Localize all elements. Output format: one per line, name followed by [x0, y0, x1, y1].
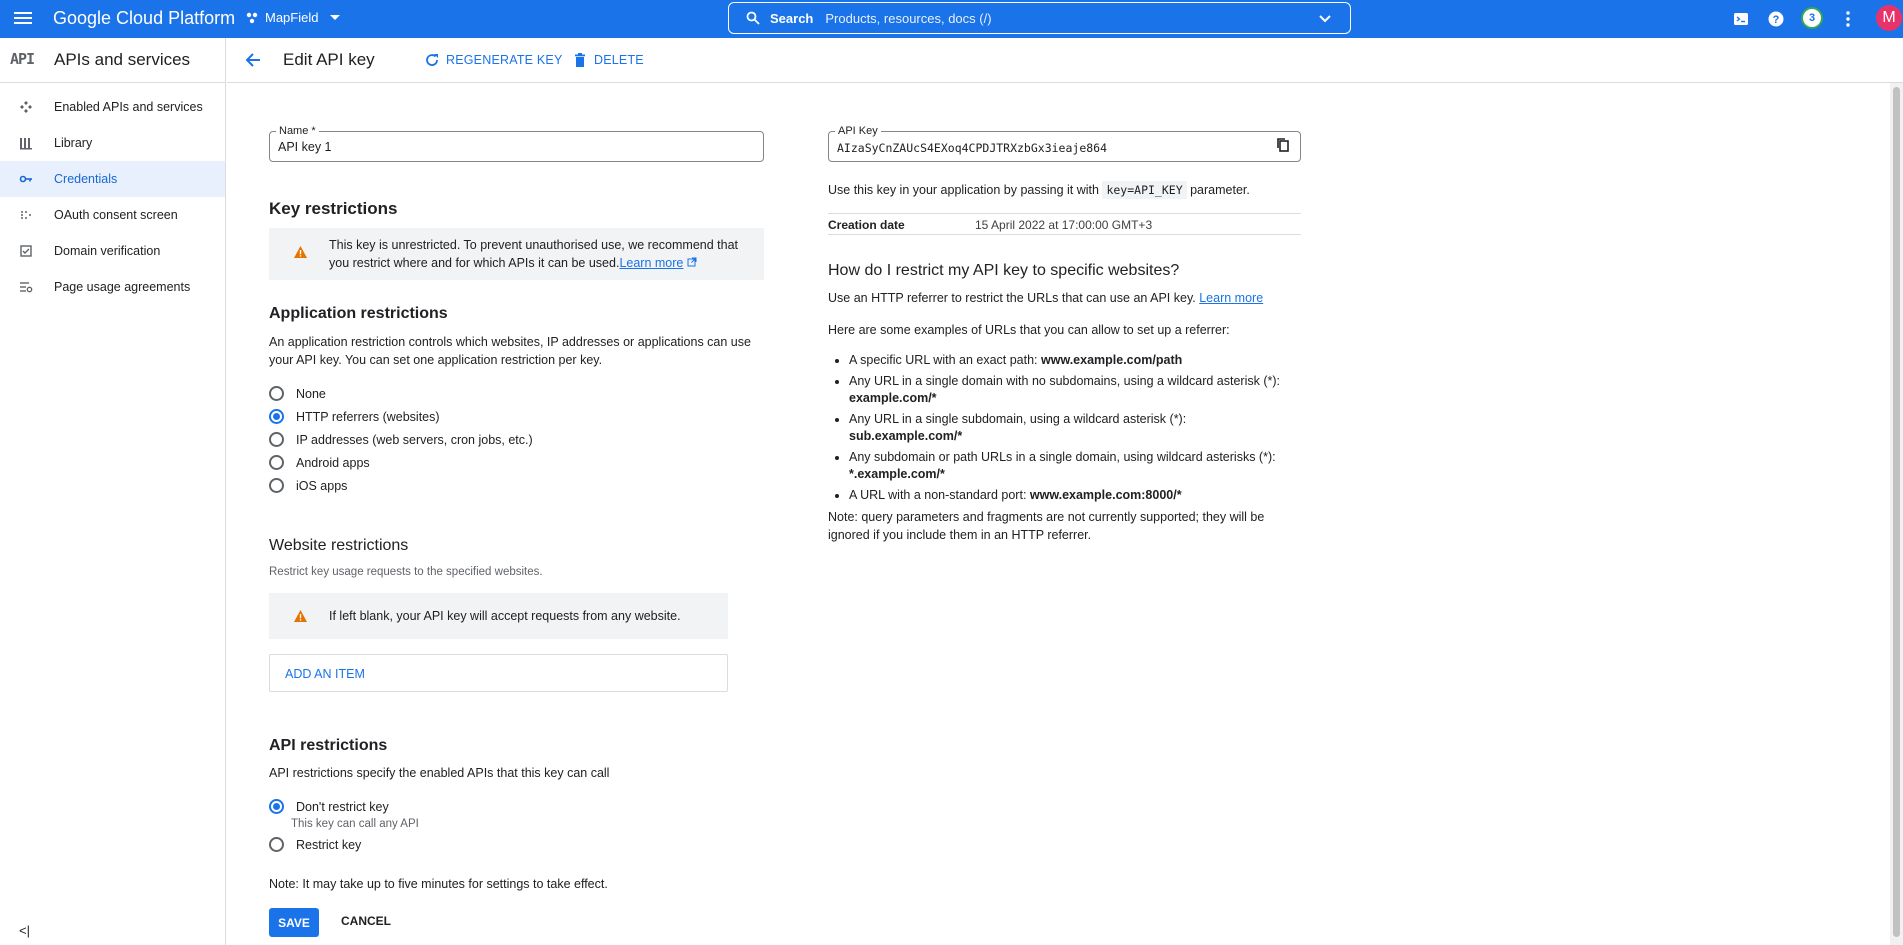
project-name: MapField: [265, 10, 319, 25]
learn-more-link[interactable]: Learn more: [619, 256, 684, 270]
radio-ip-addresses[interactable]: [269, 432, 533, 447]
svg-text:?: ?: [1772, 14, 1780, 26]
examples-note: Note: query parameters and fragments are not currently supported; they will be ignored if you include them in an HTTP referrer.: [828, 510, 1265, 542]
delete-button[interactable]: [572, 52, 644, 68]
scrollbar-thumb[interactable]: [1893, 87, 1900, 937]
radio-label: Restrict key: [296, 837, 362, 852]
radio-button[interactable]: [269, 455, 284, 470]
help-icon[interactable]: [1766, 9, 1786, 29]
chevron-down-icon: [330, 15, 340, 20]
library-icon: [19, 136, 33, 150]
collapse-sidebar-icon[interactable]: <|: [19, 923, 30, 938]
example-text: Any subdomain or path URLs in a single domain, using wildcard asterisks (*):: [849, 450, 1276, 464]
radio-label: None: [296, 386, 326, 401]
page-header: [227, 38, 1903, 83]
creation-date-value: 15 April 2022 at 17:00:00 GMT+3: [975, 218, 1153, 232]
delete-label: DELETE: [594, 53, 644, 67]
chevron-down-icon[interactable]: [1318, 12, 1332, 26]
api-restrictions-description: API restrictions specify the enabled APIs that this key can call: [269, 766, 610, 780]
examples-intro: Here are some examples of URLs that you can allow to set up a referrer:: [828, 323, 1230, 337]
list-item: [849, 449, 1289, 483]
name-field-value[interactable]: API key 1: [278, 140, 332, 154]
example-text: Any URL in a single subdomain, using a wildcard asterisk (*):: [849, 412, 1187, 426]
sidebar: [0, 38, 226, 945]
sidebar-item-domain-verification[interactable]: [0, 233, 225, 269]
settings-note: Note: It may take up to five minutes for settings to take effect.: [269, 877, 608, 891]
add-item-label: ADD AN ITEM: [285, 667, 365, 681]
application-restrictions-heading: Application restrictions: [269, 305, 448, 322]
application-restrictions-description: An application restriction controls which websites, IP addresses or applications can use your API key. You can set one application restriction per key.: [269, 335, 751, 367]
api-restrictions-heading: API restrictions: [269, 737, 388, 754]
key-usage-suffix: parameter.: [1190, 183, 1250, 197]
key-icon: [19, 172, 33, 186]
sidebar-item-enabled-apis[interactable]: [0, 89, 225, 125]
help-heading: How do I restrict my API key to specific websites?: [828, 262, 1180, 279]
sidebar-header: [0, 38, 226, 83]
sidebar-item-library[interactable]: [0, 125, 225, 161]
refresh-icon: [424, 52, 440, 68]
page-title: Edit API key: [283, 50, 375, 69]
radio-dont-restrict-key[interactable]: [269, 799, 389, 814]
blank-warning-box: [269, 593, 728, 639]
search-placeholder: Products, resources, docs (/): [825, 10, 992, 26]
help-learn-more-link[interactable]: Learn more: [1199, 291, 1264, 305]
example-url: www.example.com/path: [1041, 353, 1183, 367]
sidebar-title: APIs and services: [54, 50, 191, 69]
save-button[interactable]: SAVE: [269, 908, 319, 937]
notifications-badge[interactable]: 3: [1801, 7, 1823, 29]
search-label: Search: [770, 10, 814, 26]
help-intro: [828, 289, 1263, 307]
search-icon: [746, 11, 760, 25]
list-item: [849, 411, 1289, 445]
add-item-button[interactable]: [269, 654, 728, 692]
search-bar[interactable]: [728, 2, 1351, 34]
copy-icon[interactable]: [1275, 137, 1291, 153]
examples-list: [849, 352, 1289, 508]
sidebar-item-label: Page usage agreements: [54, 280, 191, 294]
creation-date-row: [828, 213, 1301, 235]
radio-button[interactable]: [269, 837, 284, 852]
sidebar-item-page-usage[interactable]: [0, 269, 225, 305]
api-key-label: API Key: [835, 125, 881, 137]
trash-icon: [572, 52, 588, 68]
help-intro-text: Use an HTTP referrer to restrict the URLs that can use an API key.: [828, 291, 1196, 305]
radio-button-selected[interactable]: [269, 409, 284, 424]
radio-none[interactable]: [269, 386, 326, 401]
example-text: A URL with a non-standard port:: [849, 488, 1030, 502]
avatar[interactable]: M: [1876, 5, 1902, 31]
regenerate-key-label: REGENERATE KEY: [446, 53, 563, 67]
sidebar-item-label: OAuth consent screen: [54, 208, 178, 222]
menu-icon[interactable]: [14, 9, 36, 29]
creation-date-label: Creation date: [828, 218, 905, 232]
cancel-button[interactable]: CANCEL: [341, 914, 391, 928]
product-title[interactable]: Google Cloud Platform: [53, 8, 236, 28]
sidebar-item-label: Enabled APIs and services: [54, 100, 203, 114]
name-field-label: Name *: [276, 125, 319, 137]
key-usage-code: key=API_KEY: [1102, 181, 1186, 199]
example-url: www.example.com:8000/*: [1029, 488, 1182, 502]
list-item: [849, 487, 1289, 504]
radio-button-selected[interactable]: [269, 799, 284, 814]
name-field[interactable]: [269, 125, 764, 162]
radio-label: HTTP referrers (websites): [296, 409, 440, 424]
radio-button[interactable]: [269, 432, 284, 447]
radio-button[interactable]: [269, 478, 284, 493]
radio-ios-apps[interactable]: [269, 478, 347, 493]
radio-sublabel: This key can call any API: [291, 818, 419, 830]
website-restrictions-description: Restrict key usage requests to the specified websites.: [269, 566, 543, 578]
unrestricted-warning-message: This key is unrestricted. To prevent unauthorised use, we recommend that you restrict where and for which APIs it can be used.: [329, 238, 739, 270]
list-item: [849, 373, 1289, 407]
key-usage-prefix: Use this key in your application by passing it with: [828, 183, 1099, 197]
cloud-shell-icon[interactable]: [1731, 9, 1751, 29]
settings-list-icon: [19, 280, 33, 294]
page-scrollbar[interactable]: [1890, 83, 1903, 945]
key-usage-text: [828, 181, 1250, 199]
website-restrictions-heading: Website restrictions: [269, 537, 409, 554]
key-restrictions-heading: Key restrictions: [269, 199, 398, 218]
api-logo-icon: API: [10, 50, 35, 68]
unrestricted-warning-text: [329, 236, 749, 272]
project-icon: [245, 11, 259, 25]
radio-label: Don't restrict key: [296, 799, 389, 814]
back-arrow-icon[interactable]: [243, 50, 263, 70]
example-url: example.com/*: [849, 391, 937, 405]
radio-label: IP addresses (web servers, cron jobs, etc.): [296, 432, 533, 447]
radio-http-referrers[interactable]: [269, 409, 440, 424]
api-key-field: [828, 125, 1301, 162]
project-selector[interactable]: [245, 10, 340, 25]
example-text: Any URL in a single domain with no subdomains, using a wildcard asterisk (*):: [849, 374, 1280, 388]
checkbox-icon: [19, 244, 33, 258]
top-app-bar: [0, 0, 1903, 38]
radio-android-apps[interactable]: [269, 455, 370, 470]
example-url: sub.example.com/*: [849, 429, 963, 443]
example-text: A specific URL with an exact path:: [849, 353, 1041, 367]
radio-restrict-key[interactable]: [269, 837, 361, 852]
warning-icon: [293, 245, 308, 259]
blank-warning-text: If left blank, your API key will accept requests from any website.: [329, 609, 681, 623]
oauth-icon: [19, 208, 33, 222]
example-url: *.example.com/*: [849, 467, 945, 481]
regenerate-key-button[interactable]: [424, 52, 562, 68]
external-link-icon: [687, 257, 697, 267]
radio-label: iOS apps: [296, 478, 348, 493]
sidebar-item-label: Domain verification: [54, 244, 161, 258]
radio-label: Android apps: [296, 455, 370, 470]
more-vert-icon[interactable]: [1838, 9, 1858, 29]
list-item: [849, 352, 1289, 369]
sidebar-item-label: Library: [54, 136, 93, 150]
sidebar-item-oauth[interactable]: [0, 197, 225, 233]
api-icon: [19, 100, 33, 114]
warning-icon: [293, 609, 308, 623]
radio-button[interactable]: [269, 386, 284, 401]
sidebar-item-label: Credentials: [54, 172, 118, 186]
unrestricted-warning-box: [269, 228, 764, 280]
sidebar-item-credentials[interactable]: [0, 161, 225, 197]
api-key-value[interactable]: AIzaSyCnZAUcS4EXoq4CPDJTRXzbGx3ieaje864: [837, 141, 1108, 155]
